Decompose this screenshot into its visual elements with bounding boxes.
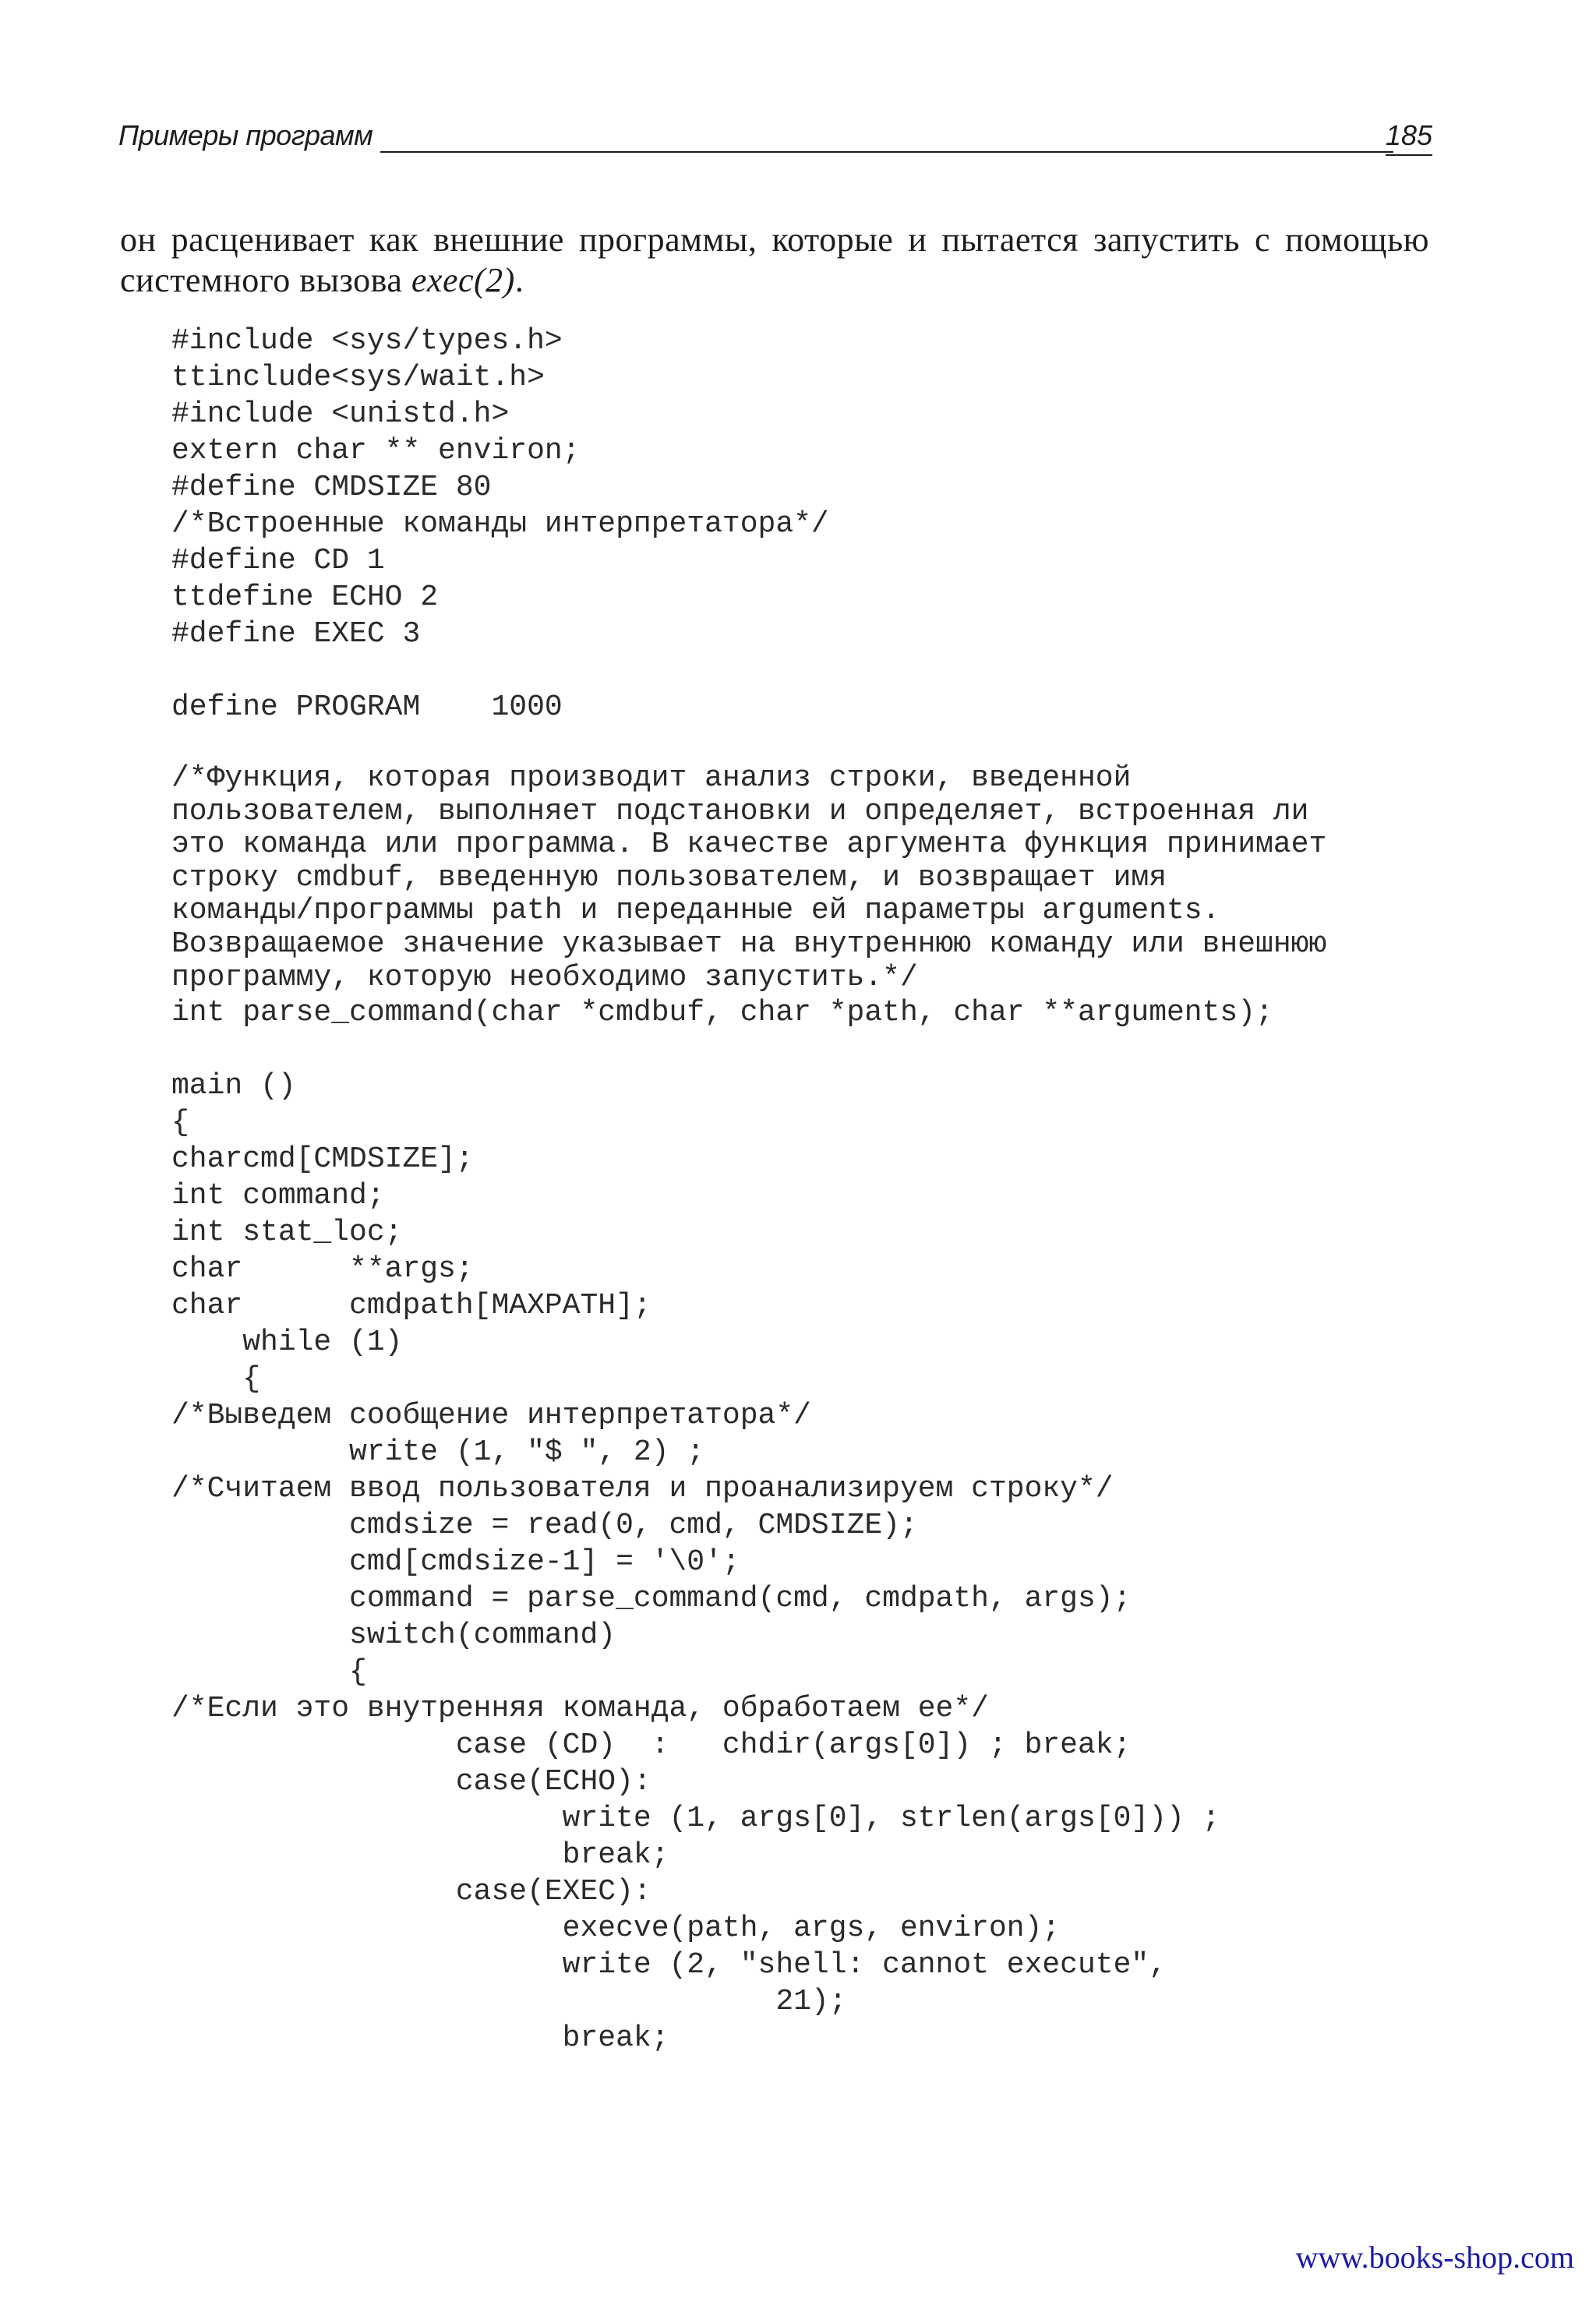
code-line: define PROGRAM 1000 <box>171 690 563 724</box>
code-line: #define EXEC 3 <box>171 617 421 651</box>
intro-text: он расценивает как внешние программы, которые и пытается запустить с помощью системного вызова <box>120 221 1429 299</box>
code-listing <box>171 323 1326 2057</box>
code-line <box>171 726 1326 762</box>
code-line: #define CD 1 <box>171 544 385 577</box>
code-line: switch(command) <box>171 1619 616 1653</box>
code-line <box>171 652 1326 689</box>
code-line: case(EXEC): <box>171 1875 651 1909</box>
code-line: #define CMDSIZE 80 <box>171 471 492 504</box>
code-line: extern char ** environ; <box>171 434 581 468</box>
code-line: break; <box>171 1838 669 1873</box>
code-comment-block <box>171 762 1326 994</box>
comment-line: пользователем, выполняет подстановки и определяет, встроенная ли <box>171 794 1309 828</box>
code-line <box>171 1031 1326 1068</box>
code-line: write (2, "shell: cannot execute", <box>171 1948 1167 1982</box>
code-line: ttinclude<sys/wait.h> <box>171 361 545 394</box>
code-line: ttdefine ECHO 2 <box>171 581 439 614</box>
code-line: /*Если это внутренняя команда, обработаем ее*/ <box>171 1692 989 1726</box>
code-line: execve(path, args, environ); <box>171 1912 1061 1946</box>
code-line: /*Считаем ввод пользователя и проанализируем строку*/ <box>171 1472 1114 1506</box>
header-rule <box>380 151 1393 153</box>
code-line: char cmdpath[MAXPATH]; <box>171 1289 651 1323</box>
code-line: break; <box>171 2021 669 2056</box>
page-header <box>118 117 1432 157</box>
comment-line: /*Функция, которая производит анализ строки, введенной <box>171 761 1132 795</box>
intro-tail: . <box>514 261 524 299</box>
code-line: { <box>171 1655 367 1689</box>
code-line: case(ECHO): <box>171 1765 651 1799</box>
code-line: case (CD) : chdir(args[0]) ; break; <box>171 1728 1132 1763</box>
code-line: while (1) <box>171 1326 403 1360</box>
page-number: 185 <box>1386 117 1432 156</box>
running-title: Примеры программ <box>118 119 373 151</box>
code-line: /*Выведем сообщение интерпретатора*/ <box>171 1399 811 1433</box>
code-line: { <box>171 1362 261 1396</box>
code-line: cmd[cmdsize-1] = '\0'; <box>171 1545 740 1580</box>
comment-line: программу, которую необходимо запустить.*/ <box>171 960 918 994</box>
code-line: write (1, args[0], strlen(args[0])) ; <box>171 1802 1220 1836</box>
code-block-2 <box>171 994 1326 2057</box>
code-line: charcmd[CMDSIZE]; <box>171 1142 474 1177</box>
code-line: int command; <box>171 1179 385 1213</box>
code-line: cmdsize = read(0, cmd, CMDSIZE); <box>171 1509 918 1543</box>
code-line: main () <box>171 1069 296 1103</box>
comment-line: строку cmdbuf, введенную пользователем, и возвращает имя <box>171 860 1167 895</box>
code-line: { <box>171 1106 189 1140</box>
code-line: char **args; <box>171 1252 474 1287</box>
comment-line: Возвращаемое значение указывает на внутреннюю команду или внешнюю <box>171 927 1327 961</box>
exec-call: exec(2) <box>411 261 515 299</box>
code-line: 21); <box>171 1985 847 2019</box>
code-line: int parse_command(char *cmdbuf, char *path, char **arguments); <box>171 996 1273 1030</box>
code-line: #include <sys/types.h> <box>171 324 563 358</box>
code-block-1 <box>171 323 1326 762</box>
code-line: write (1, "$ ", 2) ; <box>171 1435 705 1470</box>
comment-line: это команда или программа. В качестве аргумента функция принимает <box>171 828 1327 862</box>
comment-line: команды/программы path и переданные ей параметры arguments. <box>171 894 1220 928</box>
code-line: /*Встроенные команды интерпретатора*/ <box>171 507 829 541</box>
footer-watermark: www.books-shop.com <box>1295 2240 1574 2275</box>
code-line: #include <unistd.h> <box>171 397 510 431</box>
code-line: command = parse_command(cmd, cmdpath, args); <box>171 1582 1132 1616</box>
code-line: int stat_loc; <box>171 1216 403 1250</box>
intro-paragraph <box>120 220 1429 301</box>
